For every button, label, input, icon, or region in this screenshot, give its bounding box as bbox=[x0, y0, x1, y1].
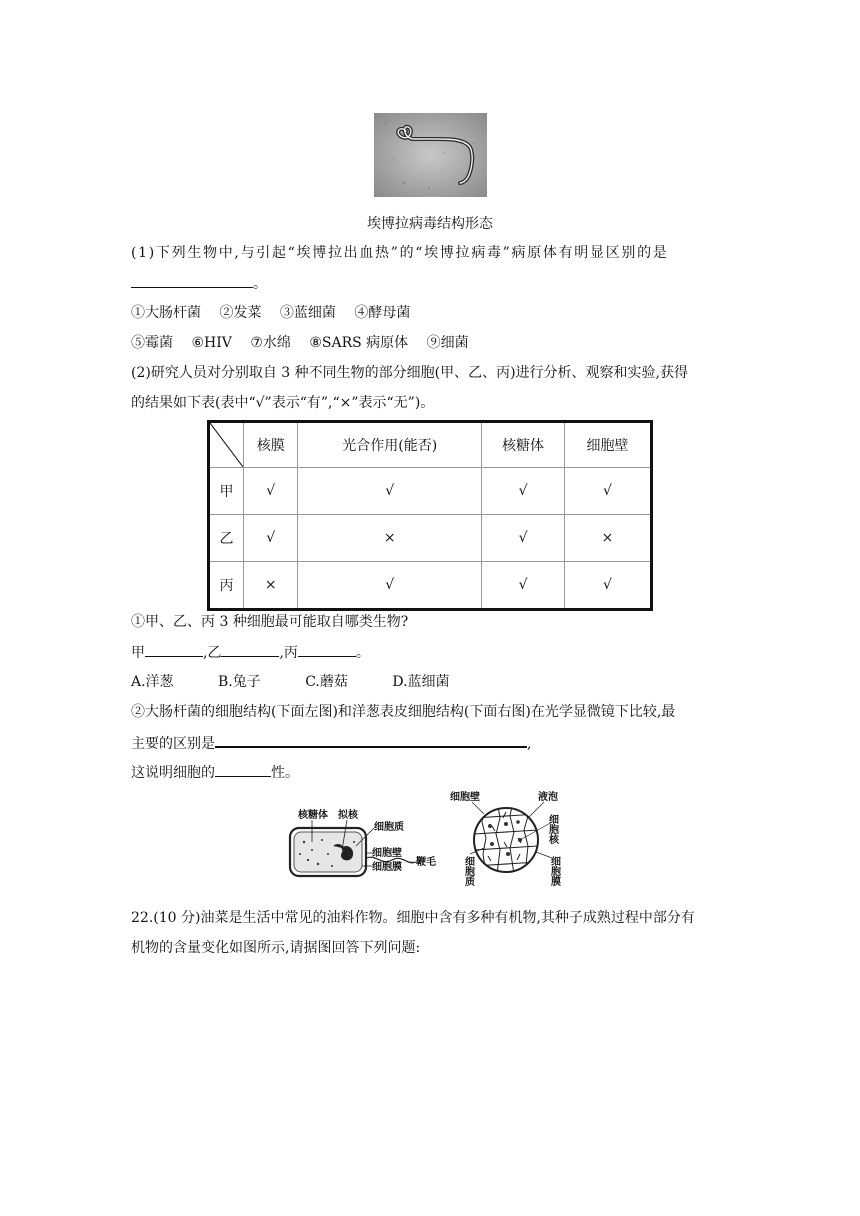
table-cell: √ bbox=[482, 515, 565, 562]
option-7: ⑦水绵 bbox=[250, 335, 291, 351]
answer-blank-yi[interactable] bbox=[221, 642, 279, 657]
q2-sub2-line3: 这说明细胞的 性。 bbox=[131, 762, 299, 783]
table-cell: √ bbox=[565, 562, 652, 610]
option-9: ⑨细菌 bbox=[426, 335, 469, 351]
label-onion-cytoplasm: 细胞质 bbox=[462, 856, 474, 886]
row-label: 甲 bbox=[209, 468, 244, 515]
label-onion-cell-membrane: 细胞膜 bbox=[548, 856, 560, 886]
choice-c: C.蘑菇 bbox=[305, 674, 348, 690]
label-onion-cell-wall: 细胞壁 bbox=[450, 792, 480, 803]
table-cell: × bbox=[298, 515, 482, 562]
row-label: 丙 bbox=[209, 562, 244, 610]
q2-intro-line2: 的结果如下表(表中“√”表示“有”,“×”表示“无”)。 bbox=[131, 395, 435, 411]
option-8: ⑧SARS 病原体 bbox=[309, 335, 409, 351]
label-cell-membrane: 细胞膜 bbox=[372, 862, 402, 873]
q1-answer-line: 。 bbox=[131, 273, 267, 294]
answer-blank-bing[interactable] bbox=[298, 642, 356, 657]
q1-text: (1)下列生物中,与引起“埃博拉出血热”的“埃博拉病毒”病原体有明显区别的是 bbox=[131, 245, 669, 261]
answer-blank-property[interactable] bbox=[215, 762, 271, 777]
q2-sub1: ①甲、乙、丙 3 种细胞最可能取自哪类生物? bbox=[131, 614, 409, 630]
label-cytoplasm: 细胞质 bbox=[374, 822, 404, 833]
label-ribosome: 核糖体 bbox=[298, 810, 328, 821]
q1-options-row1 bbox=[131, 303, 410, 323]
table-corner-diagonal bbox=[209, 422, 244, 468]
ebola-virus-micrograph bbox=[374, 113, 487, 197]
table-cell: √ bbox=[298, 468, 482, 515]
table-row bbox=[209, 562, 652, 610]
option-6: ⑥HIV bbox=[191, 335, 232, 351]
header-nuclear-membrane: 核膜 bbox=[244, 422, 298, 468]
q2-sub2-line1: ②大肠杆菌的细胞结构(下面左图)和洋葱表皮细胞结构(下面右图)在光学显微镜下比较,最 bbox=[131, 704, 676, 720]
header-photosynthesis: 光合作用(能否) bbox=[298, 422, 482, 468]
table-cell: √ bbox=[482, 562, 565, 610]
option-3: ③蓝细菌 bbox=[279, 305, 336, 321]
option-2: ②发菜 bbox=[219, 305, 262, 321]
answer-blank-difference[interactable] bbox=[215, 732, 527, 748]
choice-d: D.蓝细菌 bbox=[392, 674, 450, 690]
q1-options-row2 bbox=[131, 333, 469, 353]
row-label: 乙 bbox=[209, 515, 244, 562]
option-5: ⑤霉菌 bbox=[131, 335, 173, 351]
table-row bbox=[209, 515, 652, 562]
option-4: ④酵母菌 bbox=[354, 305, 411, 321]
figure-caption: 埃博拉病毒结构形态 bbox=[367, 216, 493, 232]
cell-feature-table bbox=[207, 420, 653, 611]
q2-sub2-line2: 主要的区别是 , bbox=[131, 732, 531, 754]
table-cell: √ bbox=[565, 468, 652, 515]
q2-fill-line: 甲 ,乙 ,丙 。 bbox=[131, 642, 370, 663]
q22-line1: 22.(10 分)油菜是生活中常见的油料作物。细胞中含有多种有机物,其种子成熟过程中部分有 bbox=[131, 910, 695, 926]
q1-answer-blank[interactable] bbox=[131, 273, 253, 288]
header-cell-wall: 细胞壁 bbox=[565, 422, 652, 468]
label-cell-wall: 细胞壁 bbox=[372, 848, 402, 859]
label-flagellum: 鞭毛 bbox=[416, 857, 436, 868]
table-cell: × bbox=[244, 562, 298, 610]
table-cell: √ bbox=[482, 468, 565, 515]
table-cell: √ bbox=[244, 468, 298, 515]
choice-b: B.兔子 bbox=[218, 674, 261, 690]
choice-a: A.洋葱 bbox=[131, 674, 174, 690]
table-cell: √ bbox=[244, 515, 298, 562]
q2-choices bbox=[131, 672, 450, 692]
header-ribosome: 核糖体 bbox=[482, 422, 565, 468]
label-nucleus: 细胞核 bbox=[546, 814, 558, 844]
ecoli-structure-diagram bbox=[282, 798, 442, 884]
label-nucleoid: 拟核 bbox=[338, 810, 358, 821]
q2-intro-line1: (2)研究人员对分别取自 3 种不同生物的部分细胞(甲、乙、丙)进行分析、观察和实验,获得 bbox=[131, 365, 689, 381]
q22-line2: 机物的含量变化如图所示,请据图回答下列问题: bbox=[131, 940, 421, 956]
label-vacuole: 液泡 bbox=[538, 792, 558, 803]
option-1: ①大肠杆菌 bbox=[131, 305, 201, 321]
table-cell: × bbox=[565, 515, 652, 562]
onion-epidermis-diagram bbox=[448, 788, 568, 888]
answer-blank-jia[interactable] bbox=[145, 642, 203, 657]
table-row bbox=[209, 468, 652, 515]
table-cell: √ bbox=[298, 562, 482, 610]
